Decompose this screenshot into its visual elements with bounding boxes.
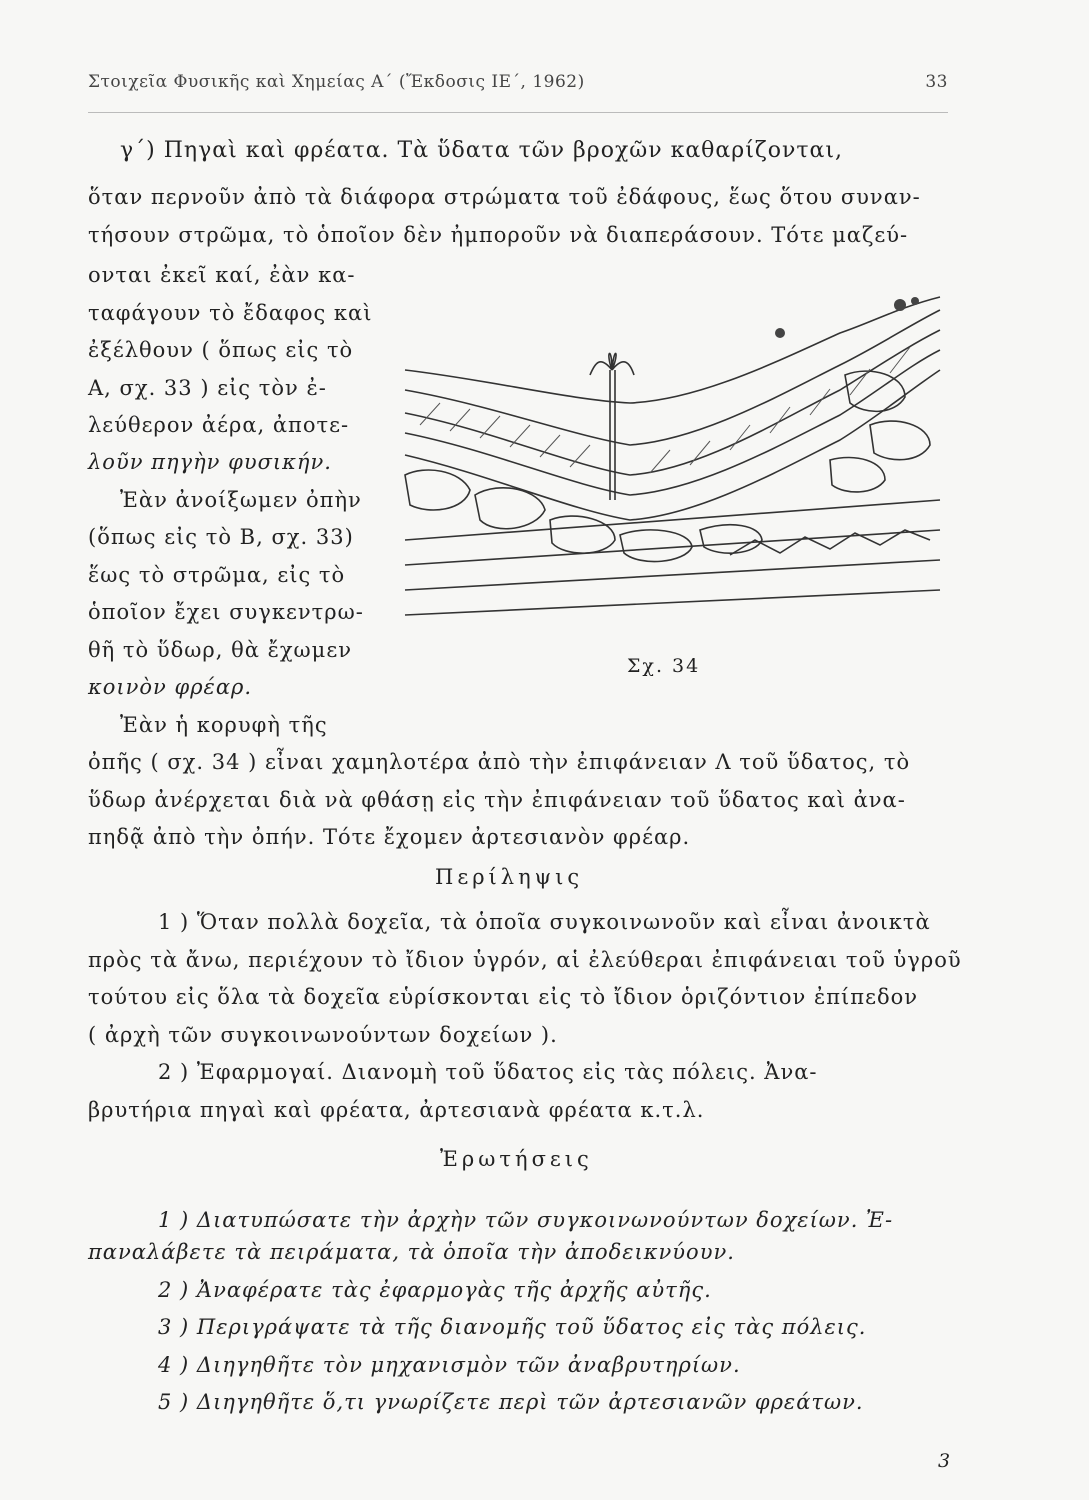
left-col-line: (ὅπως εἰς τὸ Β, σχ. 33) xyxy=(88,525,354,549)
questions-heading: Ἐρωτήσεις xyxy=(440,1147,593,1171)
figure-caption: Σχ. 34 xyxy=(627,655,701,677)
question-line: 4 ) Διηγηθῆτε τὸν μηχανισμὸν τῶν ἀναβρυτηρίων. xyxy=(158,1353,741,1377)
footer-signature-number: 3 xyxy=(938,1450,951,1472)
question-line: 1 ) Διατυπώσατε τὴν ἀρχὴν τῶν συγκοινωνούντων δοχείων. Ἐ- xyxy=(158,1208,894,1232)
question-line: 3 ) Περιγράψατε τὰ τῆς διανομῆς τοῦ ὕδατος εἰς τὰς πόλεις. xyxy=(158,1315,867,1339)
rock-boulder xyxy=(550,516,615,553)
left-col-line: κοινὸν φρέαρ. xyxy=(88,675,253,699)
running-header xyxy=(88,72,948,102)
header-rule xyxy=(88,112,948,113)
artesian-well-figure xyxy=(400,285,950,655)
left-col-line: θῆ τὸ ὕδωρ, θὰ ἔχωμεν xyxy=(88,638,352,662)
left-col-line: Ἐὰν ἀνοίξωμεν ὀπὴν xyxy=(120,488,362,512)
fountain-spray xyxy=(590,353,634,375)
left-col-line: λεύθερον ἀέρα, ἀποτε- xyxy=(88,413,350,437)
header-title: Στοιχεῖα Φυσικῆς καὶ Χημείας Α΄ (Ἔκδοσις ΙΕ΄, 1962) xyxy=(88,72,585,92)
left-col-line: ὁποῖον ἔχει συγκεντρω- xyxy=(88,600,364,624)
question-line: 5 ) Διηγηθῆτε ὅ,τι γνωρίζετε περὶ τῶν ἀρτεσιανῶν φρεάτων. xyxy=(158,1390,864,1414)
left-col-line: Α, σχ. 33 ) εἰς τὸν ἐ- xyxy=(88,376,327,400)
left-col-line: λοῦν πηγὴν φυσικήν. xyxy=(88,450,332,474)
hill-tree xyxy=(911,297,919,305)
summary-line: βρυτήρια πηγαὶ καὶ φρέατα, ἀρτεσιανὰ φρέατα κ.τ.λ. xyxy=(88,1098,705,1122)
rock-boulder xyxy=(700,525,762,553)
hill-tree xyxy=(775,328,785,338)
layer-line xyxy=(405,370,940,520)
question-line: 2 ) Ἀναφέρατε τὰς ἐφαρμογὰς τῆς ἀρχῆς αὐτῆς. xyxy=(158,1278,712,1302)
summary-line: 2 ) Ἐφαρμογαί. Διανομὴ τοῦ ὕδατος εἰς τὰς πόλεις. Ἀνα- xyxy=(158,1060,818,1084)
rock-boulder xyxy=(830,457,885,491)
body-line: ὕδωρ ἀνέρχεται διὰ νὰ φθάσῃ εἰς τὴν ἐπιφάνειαν τοῦ ὕδατος καὶ ἀνα- xyxy=(88,788,906,812)
rock-boulder xyxy=(405,470,470,510)
hill-tree xyxy=(894,299,906,311)
left-col-line: ἐξέλθουν ( ὅπως εἰς τὸ xyxy=(88,338,354,362)
intro-line: ὅταν περνοῦν ἀπὸ τὰ διάφορα στρώματα τοῦ ἐδάφους, ἕως ὅτου συναν- xyxy=(88,185,921,209)
rock-boulder xyxy=(870,421,930,460)
left-col-line: Ἐὰν ἡ κορυφὴ τῆς xyxy=(120,713,328,737)
left-col-line: ταφάγουν τὸ ἔδαφος καὶ xyxy=(88,301,373,325)
left-col-line: ονται ἐκεῖ καί, ἐὰν κα- xyxy=(88,263,356,287)
summary-heading: Περίληψις xyxy=(435,865,584,889)
ground-surface xyxy=(405,297,940,403)
body-line: ὀπῆς ( σχ. 34 ) εἶναι χαμηλοτέρα ἀπὸ τὴν ἐπιφάνειαν Λ τοῦ ὕδατος, τὸ xyxy=(88,750,911,774)
intro-line: γ΄) Πηγαὶ καὶ φρέατα. Τὰ ὕδατα τῶν βροχῶν καθαρίζονται, xyxy=(120,138,844,163)
summary-line: πρὸς τὰ ἄνω, περιέχουν τὸ ἴδιον ὑγρόν, αἱ ἐλεύθεραι ἐπιφάνειαι τοῦ ὑγροῦ xyxy=(88,948,962,972)
bedrock-line xyxy=(405,500,940,540)
question-line: παναλάβετε τὰ πειράματα, τὰ ὁποῖα τὴν ἀποδεικνύουν. xyxy=(88,1240,735,1264)
summary-line: 1 ) Ὅταν πολλὰ δοχεῖα, τὰ ὁποῖα συγκοινωνοῦν καὶ εἶναι ἀνοικτὰ xyxy=(158,910,931,934)
rock-boulder xyxy=(620,530,692,562)
summary-line: ( ἀρχὴ τῶν συγκοινωνούντων δοχείων ). xyxy=(88,1023,558,1047)
left-col-line: ἕως τὸ στρῶμα, εἰς τὸ xyxy=(88,563,346,587)
bedrock-line xyxy=(405,590,940,615)
intro-line: τήσουν στρῶμα, τὸ ὁποῖον δὲν ἠμποροῦν νὰ διαπεράσουν. Τότε μαζεύ- xyxy=(88,223,909,247)
summary-line: τούτου εἰς ὅλα τὰ δοχεῖα εὑρίσκονται εἰς τὸ ἴδιον ὁριζόντιον ἐπίπεδον xyxy=(88,985,919,1009)
body-line: πηδᾷ ἀπὸ τὴν ὀπήν. Τότε ἔχομεν ἀρτεσιανὸν φρέαρ. xyxy=(88,825,691,849)
header-page-number: 33 xyxy=(925,72,948,92)
bedrock-line xyxy=(405,560,940,590)
